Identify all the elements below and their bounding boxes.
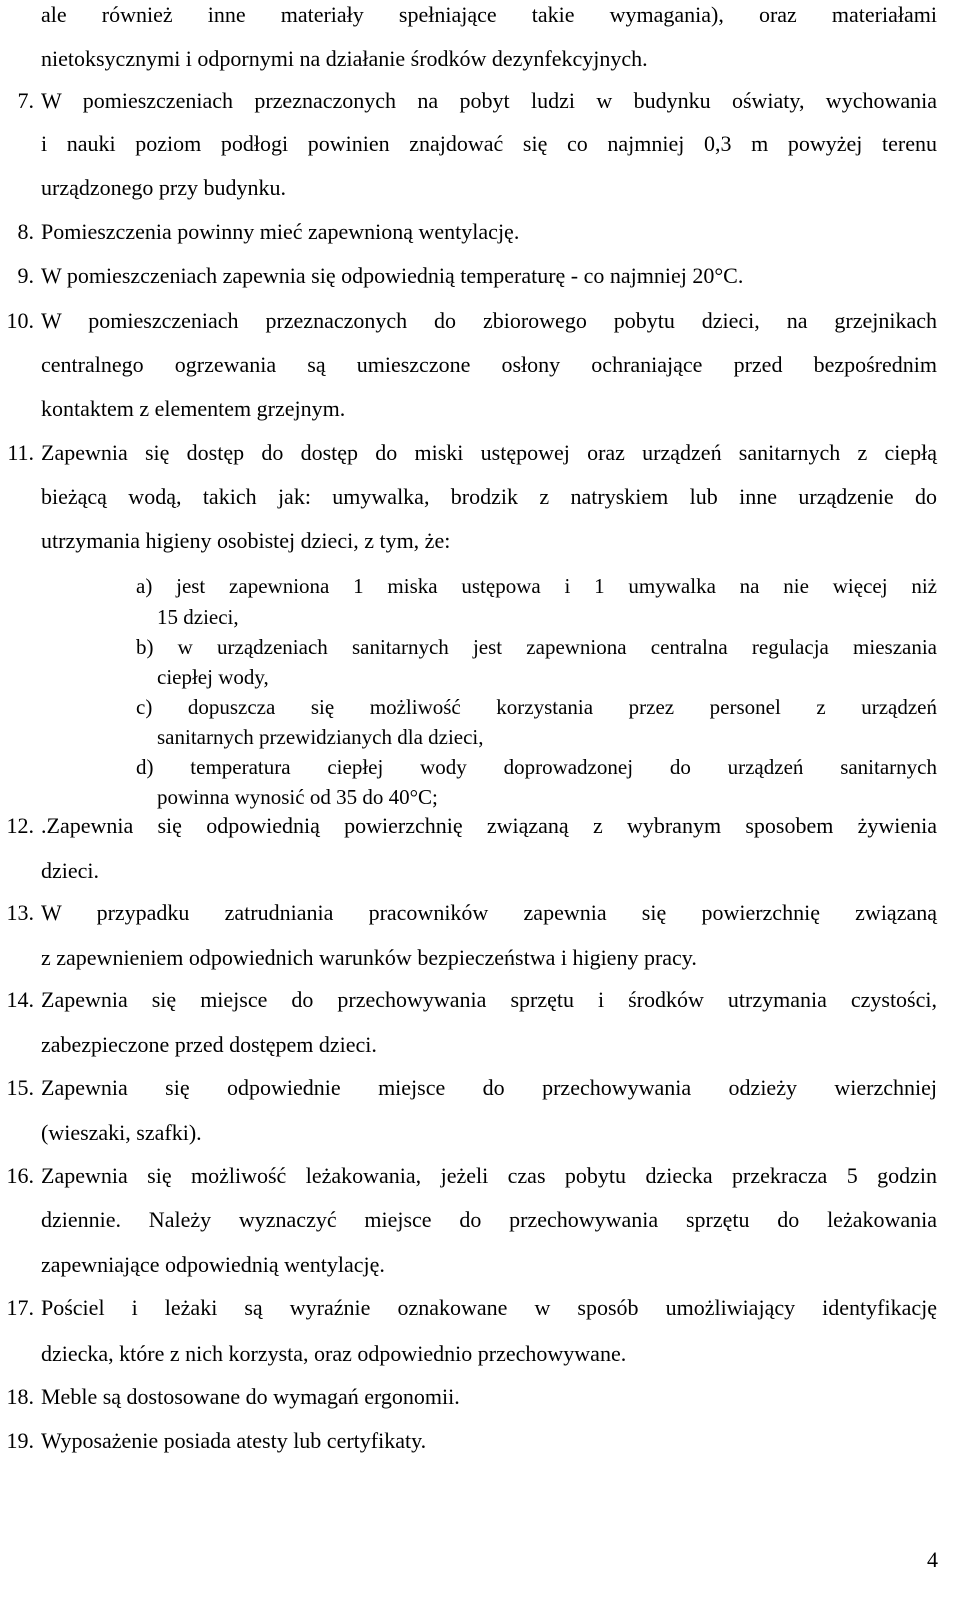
paragraph-text: Zapewnia się odpowiednie miejsce do przechowywania odzieży wierzchniej bbox=[41, 1075, 937, 1100]
text-line bbox=[0, 129, 940, 159]
sublist-line bbox=[0, 633, 940, 661]
paragraph-text: W pomieszczeniach przeznaczonych na pobyt ludzi w budynku oświaty, wychowania bbox=[41, 88, 937, 113]
paragraph-text: utrzymania higieny osobistej dzieci, z tym, że: bbox=[41, 528, 451, 553]
sublist-line bbox=[0, 572, 940, 600]
list-number: 16. bbox=[6, 1163, 34, 1188]
paragraph-text: zabezpieczone przed dostępem dzieci. bbox=[41, 1032, 377, 1057]
text-line bbox=[0, 1205, 940, 1235]
paragraph-text: zapewniające odpowiednią wentylację. bbox=[41, 1252, 385, 1277]
list-number: 19. bbox=[6, 1428, 34, 1453]
sublist-text: a) jest zapewniona 1 miska ustępowa i 1 umywalka na nie więcej niż bbox=[136, 574, 937, 598]
paragraph-text: dziecka, które z nich korzysta, oraz odpowiednio przechowywane. bbox=[41, 1341, 627, 1366]
text-line bbox=[0, 811, 940, 841]
sublist-text: c) dopuszcza się możliwość korzystania przez personel z urządzeń bbox=[136, 695, 937, 719]
paragraph-text: ale również inne materiały spełniające takie wymagania), oraz materiałami bbox=[41, 2, 937, 27]
text-line bbox=[0, 898, 940, 928]
text-line bbox=[0, 86, 940, 116]
list-number: 12. bbox=[6, 813, 34, 838]
list-number: 11. bbox=[7, 440, 34, 465]
text-line bbox=[0, 985, 940, 1015]
text-line bbox=[0, 1382, 940, 1412]
paragraph-text: Zapewnia się dostęp do dostęp do miski ustępowej oraz urządzeń sanitarnych z ciepłą bbox=[41, 440, 937, 465]
list-number: 13. bbox=[6, 900, 34, 925]
text-line bbox=[0, 1293, 940, 1323]
paragraph-text: centralnego ogrzewania są umieszczone osłony ochraniające przed bezpośrednim bbox=[41, 352, 937, 377]
sublist-line bbox=[0, 723, 940, 751]
text-line bbox=[0, 438, 940, 468]
text-line bbox=[0, 0, 940, 30]
sublist-line bbox=[0, 753, 940, 781]
list-number: 15. bbox=[6, 1075, 34, 1100]
text-line bbox=[0, 1339, 940, 1369]
text-line bbox=[0, 394, 940, 424]
paragraph-text: bieżącą wodą, takich jak: umywalka, brodzik z natryskiem lub inne urządzenie do bbox=[41, 484, 937, 509]
paragraph-text: (wieszaki, szafki). bbox=[41, 1120, 202, 1145]
sublist-text: ciepłej wody, bbox=[157, 665, 269, 689]
paragraph-text: dzieci. bbox=[41, 858, 100, 883]
text-line bbox=[0, 217, 940, 247]
paragraph-text: .Zapewnia się odpowiednią powierzchnię związaną z wybranym sposobem żywienia bbox=[41, 813, 937, 838]
page-number: 4 bbox=[927, 1547, 938, 1572]
list-number: 14. bbox=[6, 987, 34, 1012]
list-number: 18. bbox=[6, 1384, 34, 1409]
sublist-text: powinna wynosić od 35 do 40°C; bbox=[157, 785, 438, 809]
paragraph-text: Zapewnia się możliwość leżakowania, jeżeli czas pobytu dziecka przekracza 5 godzin bbox=[41, 1163, 937, 1188]
paragraph-text: z zapewnieniem odpowiednich warunków bezpieczeństwa i higieny pracy. bbox=[41, 945, 697, 970]
sublist-line bbox=[0, 603, 940, 631]
sublist-text: b) w urządzeniach sanitarnych jest zapewniona centralna regulacja mieszania bbox=[136, 635, 937, 659]
sublist-text: 15 dzieci, bbox=[157, 605, 239, 629]
text-line bbox=[0, 1250, 940, 1280]
list-number: 9. bbox=[17, 263, 34, 288]
text-line bbox=[0, 1161, 940, 1191]
text-line bbox=[0, 1118, 940, 1148]
paragraph-text: W przypadku zatrudniania pracowników zapewnia się powierzchnię związaną bbox=[41, 900, 937, 925]
text-line bbox=[0, 1073, 940, 1103]
sublist-line bbox=[0, 783, 940, 811]
text-line bbox=[0, 943, 940, 973]
sublist-text: d) temperatura ciepłej wody doprowadzonej do urządzeń sanitarnych bbox=[136, 755, 937, 779]
paragraph-text: urządzonego przy budynku. bbox=[41, 175, 286, 200]
list-number: 10. bbox=[6, 308, 34, 333]
text-line bbox=[0, 306, 940, 336]
paragraph-text: i nauki poziom podłogi powinien znajdować się co najmniej 0,3 m powyżej terenu bbox=[41, 131, 937, 156]
text-line bbox=[0, 1426, 940, 1456]
paragraph-text: Pomieszczenia powinny mieć zapewnioną wentylację. bbox=[41, 219, 520, 244]
sublist-line bbox=[0, 663, 940, 691]
paragraph-text: Meble są dostosowane do wymagań ergonomii. bbox=[41, 1384, 460, 1409]
paragraph-text: Pościel i leżaki są wyraźnie oznakowane w sposób umożliwiający identyfikację bbox=[41, 1295, 937, 1320]
text-line bbox=[0, 261, 940, 291]
text-line bbox=[0, 856, 940, 886]
text-line bbox=[0, 526, 940, 556]
list-number: 8. bbox=[17, 219, 34, 244]
text-line bbox=[0, 173, 940, 203]
paragraph-text: dziennie. Należy wyznaczyć miejsce do przechowywania sprzętu do leżakowania bbox=[41, 1207, 937, 1232]
sublist-text: sanitarnych przewidzianych dla dzieci, bbox=[157, 725, 484, 749]
paragraph-text: W pomieszczeniach zapewnia się odpowiednią temperaturę - co najmniej 20°C. bbox=[41, 263, 744, 288]
paragraph-text: Zapewnia się miejsce do przechowywania sprzętu i środków utrzymania czystości, bbox=[41, 987, 937, 1012]
list-number: 17. bbox=[6, 1295, 34, 1320]
text-line bbox=[0, 350, 940, 380]
list-number: 7. bbox=[17, 88, 34, 113]
paragraph-text: Wyposażenie posiada atesty lub certyfikaty. bbox=[41, 1428, 427, 1453]
paragraph-text: W pomieszczeniach przeznaczonych do zbiorowego pobytu dzieci, na grzejnikach bbox=[41, 308, 937, 333]
text-line bbox=[0, 1030, 940, 1060]
text-line bbox=[0, 44, 940, 74]
paragraph-text: nietoksycznymi i odpornymi na działanie środków dezynfekcyjnych. bbox=[41, 46, 648, 71]
sublist-line bbox=[0, 693, 940, 721]
paragraph-text: kontaktem z elementem grzejnym. bbox=[41, 396, 346, 421]
text-line bbox=[0, 482, 940, 512]
